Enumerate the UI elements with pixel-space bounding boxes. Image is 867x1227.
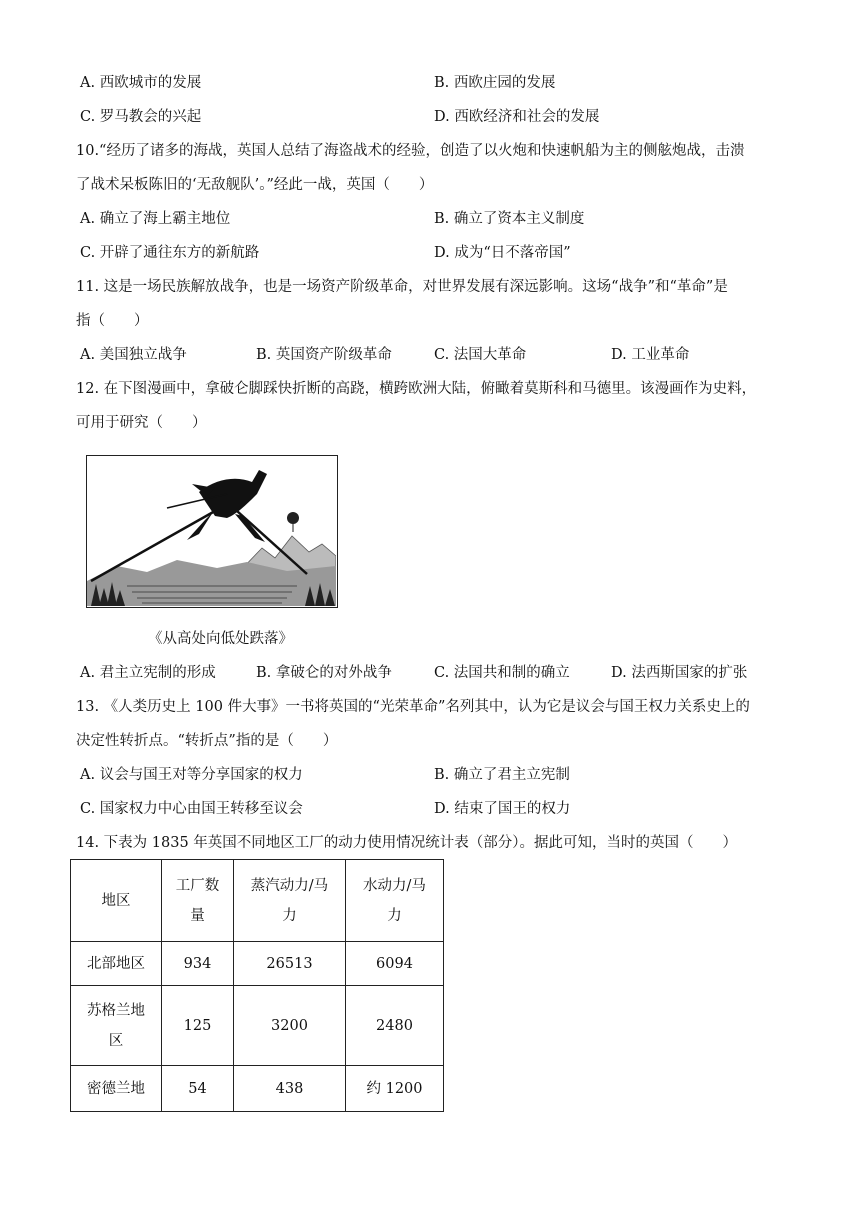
q13-option-d: D. 结束了国王的权力: [434, 801, 571, 817]
table-cell: 54: [162, 1066, 234, 1112]
table-cell-text: 苏格兰地 区: [87, 1002, 145, 1049]
q13-option-c: C. 国家权力中心由国王转移至议会: [80, 801, 303, 817]
table-cell: 934: [162, 942, 234, 986]
q11-option-b: B. 英国资产阶级革命: [256, 347, 392, 363]
q9-option-c: C. 罗马教会的兴起: [80, 109, 202, 125]
q10-option-c: C. 开辟了通往东方的新航路: [80, 245, 260, 261]
header-region: 地区: [101, 892, 131, 909]
q11-option-d: D. 工业革命: [611, 347, 690, 363]
q9-option-b: B. 西欧庄园的发展: [434, 75, 556, 91]
q9-option-a: A. 西欧城市的发展: [80, 75, 202, 91]
table-cell: 3200: [234, 986, 346, 1066]
table-header-cell: [234, 860, 346, 942]
q11-stem-line2: 指（ ）: [76, 313, 149, 329]
header-water-power: 水动力/马 力: [363, 877, 426, 924]
table-cell: 北部地区: [71, 942, 162, 986]
table-cell: 438: [234, 1066, 346, 1112]
q14-stem-line1: 14. 下表为 1835 年英国不同地区工厂的动力使用情况统计表（部分）。据此可知，当时的英国（ ）: [76, 835, 738, 851]
q10-option-d: D. 成为“日不落帝国”: [434, 245, 571, 261]
table-header-cell: [346, 860, 444, 942]
table-header-cell: [71, 860, 162, 942]
q13-option-b: B. 确立了君主立宪制: [434, 767, 570, 783]
q11-stem-line1: 11. 这是一场民族解放战争，也是一场资产阶级革命，对世界发展有深远影响。这场“战争”和“革命”是: [76, 279, 728, 295]
header-steam-power: 蒸汽动力/马 力: [250, 877, 329, 924]
q13-option-a: A. 议会与国王对等分享国家的权力: [80, 767, 303, 783]
q12-option-d: D. 法西斯国家的扩张: [611, 665, 748, 681]
q11-option-a: A. 美国独立战争: [80, 347, 187, 363]
q12-stem-line1: 12. 在下图漫画中，拿破仑脚踩快折断的高跷，横跨欧洲大陆，俯瞰着莫斯科和马德里。该漫画作为史料，: [76, 381, 757, 397]
table-cell: 约 1200: [346, 1066, 444, 1112]
cartoon-caption: 《从高处向低处跌落》: [148, 631, 293, 647]
table-header-cell: [162, 860, 234, 942]
q13-stem-line1: 13. 《人类历史上 100 件大事》一书将英国的“光荣革命”名列其中，认为它是议会与国王权力关系史上的: [76, 699, 750, 715]
table-row: [71, 942, 444, 986]
q12-option-a: A. 君主立宪制的形成: [80, 665, 216, 681]
q9-option-d: D. 西欧经济和社会的发展: [434, 109, 600, 125]
q12-option-b: B. 拿破仑的对外战争: [256, 665, 392, 681]
power-usage-table: [70, 859, 444, 1112]
table-row: [71, 986, 444, 1066]
table-cell: 6094: [346, 942, 444, 986]
header-factory-count: 工厂数 量: [175, 877, 220, 924]
napoleon-cartoon-image: [86, 455, 338, 608]
q12-option-c: C. 法国共和制的确立: [434, 665, 570, 681]
table-cell: [71, 986, 162, 1066]
q10-stem-line1: 10.“经历了诸多的海战，英国人总结了海盗战术的经验，创造了以火炮和快速帆船为主的侧舷炮战，击溃: [76, 143, 745, 159]
table-row: [71, 1066, 444, 1112]
table-cell: 26513: [234, 942, 346, 986]
table-cell: 密德兰地: [71, 1066, 162, 1112]
table-cell: 2480: [346, 986, 444, 1066]
table-header-row: [71, 860, 444, 942]
q12-stem-line2: 可用于研究（ ）: [76, 415, 207, 431]
q10-option-b: B. 确立了资本主义制度: [434, 211, 585, 227]
q11-option-c: C. 法国大革命: [434, 347, 527, 363]
q10-option-a: A. 确立了海上霸主地位: [80, 211, 231, 227]
cartoon-illustration: [87, 456, 336, 606]
q10-stem-line2: 了战术呆板陈旧的‘无敌舰队’。”经此一战，英国（ ）: [76, 177, 434, 193]
table-cell: 125: [162, 986, 234, 1066]
q13-stem-line2: 决定性转折点。“转折点”指的是（ ）: [76, 733, 338, 749]
